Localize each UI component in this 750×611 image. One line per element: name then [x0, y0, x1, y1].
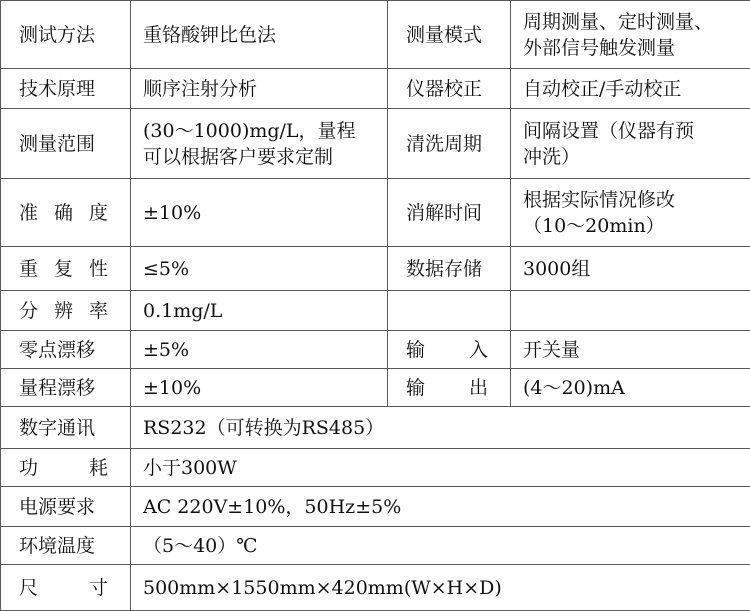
param-label: 分辨率 — [1, 291, 131, 331]
table-row — [1, 487, 750, 527]
param-value: 根据实际情况修改 （10～20min） — [511, 179, 750, 247]
param-value: 重铬酸钾比色法 — [131, 1, 388, 69]
param-value: 0.1mg/L — [131, 291, 388, 331]
table-row — [1, 527, 750, 565]
param-label: 数字通讯 — [1, 407, 131, 449]
param-label: 输入 — [388, 331, 511, 369]
param-label: 准确度 — [1, 179, 131, 247]
table-row — [1, 179, 750, 247]
param-value — [511, 291, 750, 331]
table-row — [1, 565, 750, 611]
param-value: 开关量 — [511, 331, 750, 369]
table-row — [1, 331, 750, 369]
param-value: 自动校正/手动校正 — [511, 69, 750, 109]
param-value: ±5% — [131, 331, 388, 369]
param-label: 功耗 — [1, 449, 131, 487]
param-value: (4～20)mA — [511, 369, 750, 407]
param-value: ≤5% — [131, 247, 388, 291]
param-label: 量程漂移 — [1, 369, 131, 407]
param-value: 周期测量、定时测量、 外部信号触发测量 — [511, 1, 750, 69]
table-row — [1, 369, 750, 407]
param-value: 500mm×1550mm×420mm(W×H×D) — [131, 565, 750, 611]
param-value: 小于300W — [131, 449, 750, 487]
param-label: 技术原理 — [1, 69, 131, 109]
param-label: 数据存储 — [388, 247, 511, 291]
table-row — [1, 109, 750, 179]
param-label: 环境温度 — [1, 527, 131, 565]
param-value: 3000组 — [511, 247, 750, 291]
param-label — [388, 291, 511, 331]
param-label: 清洗周期 — [388, 109, 511, 179]
param-label: 测试方法 — [1, 1, 131, 69]
param-value: (30～1000)mg/L，量程 可以根据客户要求定制 — [131, 109, 388, 179]
table-row — [1, 291, 750, 331]
param-value: （5～40）℃ — [131, 527, 750, 565]
param-label: 电源要求 — [1, 487, 131, 527]
table-row — [1, 407, 750, 449]
param-value: AC 220V±10%，50Hz±5% — [131, 487, 750, 527]
table-row — [1, 1, 750, 69]
param-label: 测量范围 — [1, 109, 131, 179]
param-label: 尺寸 — [1, 565, 131, 611]
param-value: RS232（可转换为RS485） — [131, 407, 750, 449]
param-value: ±10% — [131, 179, 388, 247]
table-row — [1, 449, 750, 487]
param-label: 零点漂移 — [1, 331, 131, 369]
param-value: ±10% — [131, 369, 388, 407]
param-label: 测量模式 — [388, 1, 511, 69]
param-label: 输出 — [388, 369, 511, 407]
table-row — [1, 247, 750, 291]
param-label: 重复性 — [1, 247, 131, 291]
param-value: 间隔设置（仪器有预 冲洗） — [511, 109, 750, 179]
table-row — [1, 69, 750, 109]
param-label: 消解时间 — [388, 179, 511, 247]
param-value: 顺序注射分析 — [131, 69, 388, 109]
param-label: 仪器校正 — [388, 69, 511, 109]
